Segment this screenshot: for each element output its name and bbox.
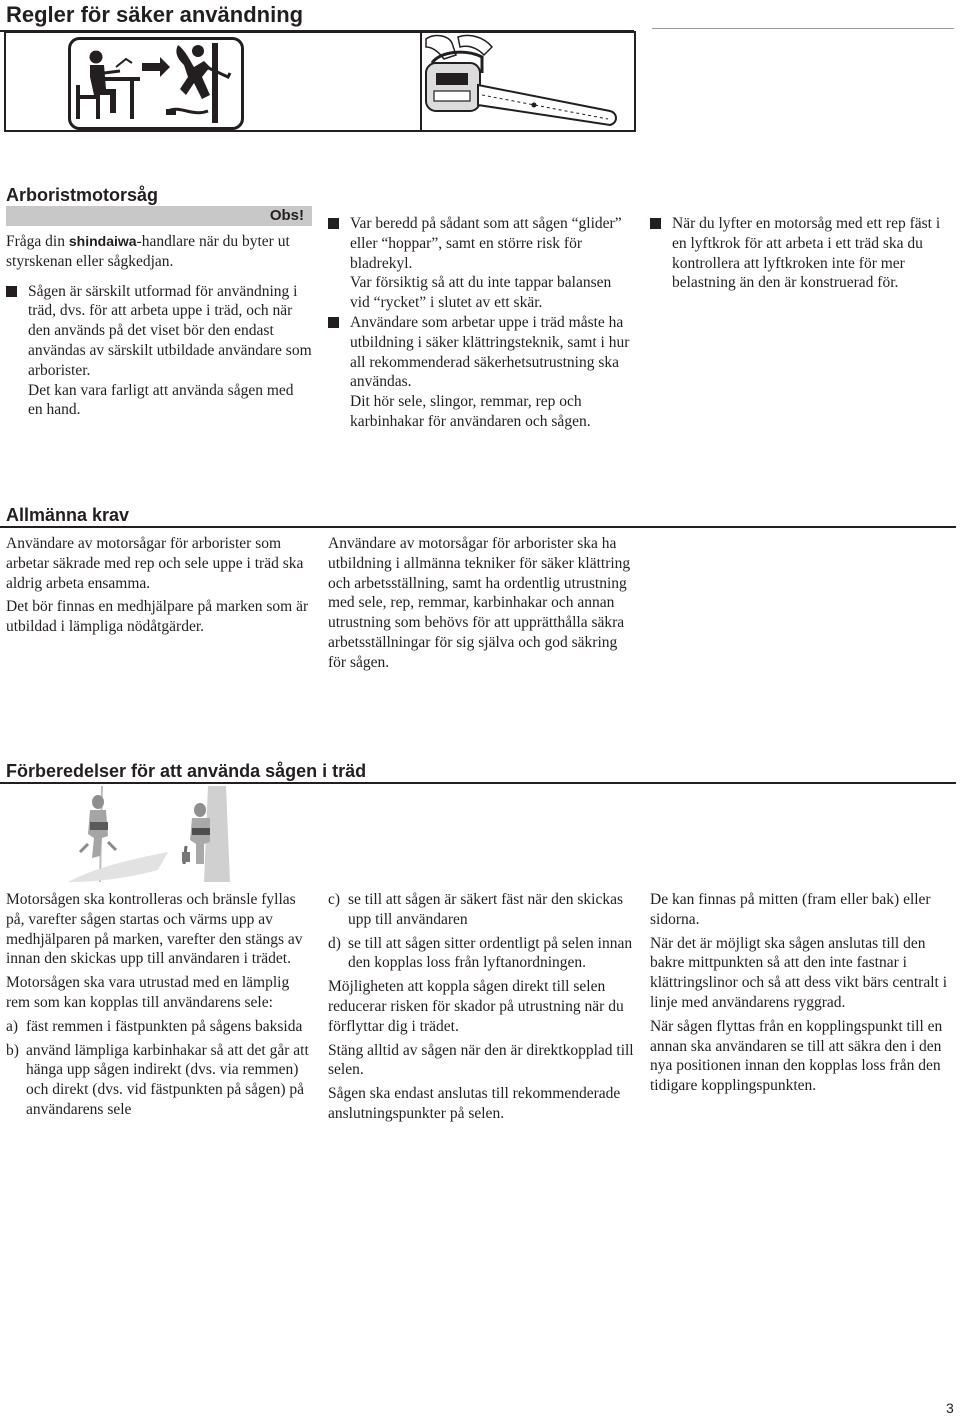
climbers-photo xyxy=(58,786,248,882)
chainsaw-illustration-frame xyxy=(420,31,636,132)
paragraph-equipment: Dit hör sele, slingor, remmar, rep och karbinhakar för användaren och sågen. xyxy=(350,393,591,430)
paragraph-positions: De kan finnas på mitten (fram eller bak) eller sidorna. xyxy=(650,891,931,928)
bullet-training: Användare som arbetar uppe i träd måste ha utbildning i säker klättringsteknik, samt i hur all rekommenderad säkerhetsutrustning ska användas. xyxy=(328,313,634,392)
brand-name: shindaiwa xyxy=(68,233,137,249)
paragraph-direct-connect: Möjligheten att koppla sågen direkt till selen reducerar risken för skador på utrustning när du förflyttar dig i trädet. xyxy=(328,978,624,1035)
obs-banner: Obs! xyxy=(6,206,312,226)
list-item-a: a) fäst remmen i fästpunkten på sågens baksida xyxy=(6,1017,303,1035)
list-item-c: c) se till att sågen är säkert fäst när den skickas upp till användaren xyxy=(328,891,624,928)
column-2-section-1 xyxy=(328,214,634,432)
section-title-forberedelser: Förberedelser för att använda sågen i träd xyxy=(6,761,367,781)
paragraph-strap: Motorsågen ska vara utrustad med en lämplig rem som kan kopplas till användarens sele: xyxy=(6,974,290,1011)
obs-note: Fråga din shindaiwa-handlare när du byter ut styrskenan eller sågkedjan. xyxy=(6,233,290,270)
paragraph-balance: Var försiktig så att du inte tappar balansen vid “rycket” i slutet av ett skär. xyxy=(350,274,612,312)
column-3-section-1 xyxy=(650,214,956,293)
column-1-section-3 xyxy=(6,890,314,1120)
list-item-d: d) se till att sågen sitter ordentligt på selen innan den kopplas loss från lyftanordningen. xyxy=(328,934,633,972)
bullet-tree-use: Sågen är särskilt utformad för användning i träd, dvs. för att arbeta uppe i träd, och när den används på det viset bör den endast användas av särskilt utbildade användare som arborister. xyxy=(6,282,312,381)
paragraph-turn-off: Stäng alltid av sågen när den är direktkopplad till selen. xyxy=(328,1041,634,1079)
column-2-section-3 xyxy=(328,890,636,1124)
section-rule-2 xyxy=(0,526,956,528)
paragraph-never-alone: Användare av motorsågar för arborister som arbetar säkrade med rep och sele uppe i träd ska aldrig arbeta ensamma. xyxy=(6,535,304,592)
title-rule-right xyxy=(652,28,954,29)
bullet-kickback: Var beredd på sådant som att sågen “glider” eller “hoppar”, samt en större risk för bladrekyl. xyxy=(328,214,634,273)
column-1-section-2 xyxy=(6,534,314,637)
worker-warning-icon xyxy=(68,37,244,130)
list-item-b: b) använd lämpliga karbinhakar så att det går att hänga upp sågen indirekt (dvs. via remmen) och direkt (dvs. vid fästpunkten på sågen) på användarens sele xyxy=(6,1041,309,1118)
paragraph-moving-saw: När sågen flyttas från en kopplingspunkt till en annan ska användaren se till att säkra den i den nya positionen innan den kopplas loss från den tidigare kopplingspunkten. xyxy=(650,1017,943,1095)
column-3-section-3 xyxy=(650,890,956,1096)
paragraph-check-fuel: Motorsågen ska kontrolleras och bränsle fyllas på, varefter sågen startas och värms upp av medhjälparen på marken, varefter den stängs av innan den skickas upp till användaren i trädet. xyxy=(6,891,303,968)
paragraph-rear-center: När det är möjligt ska sågen anslutas till den bakre mittpunkten så att den inte fastnar i klättringslinor och så att dess vikt bärs centralt i linje med användarens ryggrad. xyxy=(650,934,948,1011)
chainsaw-icon xyxy=(422,33,634,130)
paragraph-climbing-training: Användare av motorsågar för arborister ska ha utbildning i allmänna tekniker för säker klättring och arbetsställning, samt ha ordentlig utrustning med sele, rep, remmar, karbinhakar och annan utrustning som behövs för att upprätthålla säkra arbetsställningar för sig själva och god säkring för sågen. xyxy=(328,535,631,671)
paragraph-attachment-points: Sågen ska endast anslutas till rekommenderade anslutningspunkter på selen. xyxy=(328,1085,621,1122)
column-2-section-2 xyxy=(328,534,636,673)
section-title-arboristmotorsag: Arboristmotorsåg xyxy=(6,185,159,205)
section-rule-3 xyxy=(0,782,956,784)
page-title: Regler för säker användning xyxy=(6,2,304,27)
paragraph-one-hand: Det kan vara farligt att använda sågen med en hand. xyxy=(28,381,294,419)
paragraph-helper: Det bör finnas en medhjälpare på marken som är utbildad i lämpliga nödåtgärder. xyxy=(6,598,309,636)
bullet-lifting-hook: När du lyfter en motorsåg med ett rep fäst i en lyftkrok för att arbeta i ett träd ska du kontrollera att lyftkroken inte för mer belastning än den är konstruerad för. xyxy=(650,214,956,293)
section-title-allmanna-krav: Allmänna krav xyxy=(6,505,130,525)
column-1-section-1 xyxy=(6,206,312,420)
page-number: 3 xyxy=(946,1400,954,1416)
